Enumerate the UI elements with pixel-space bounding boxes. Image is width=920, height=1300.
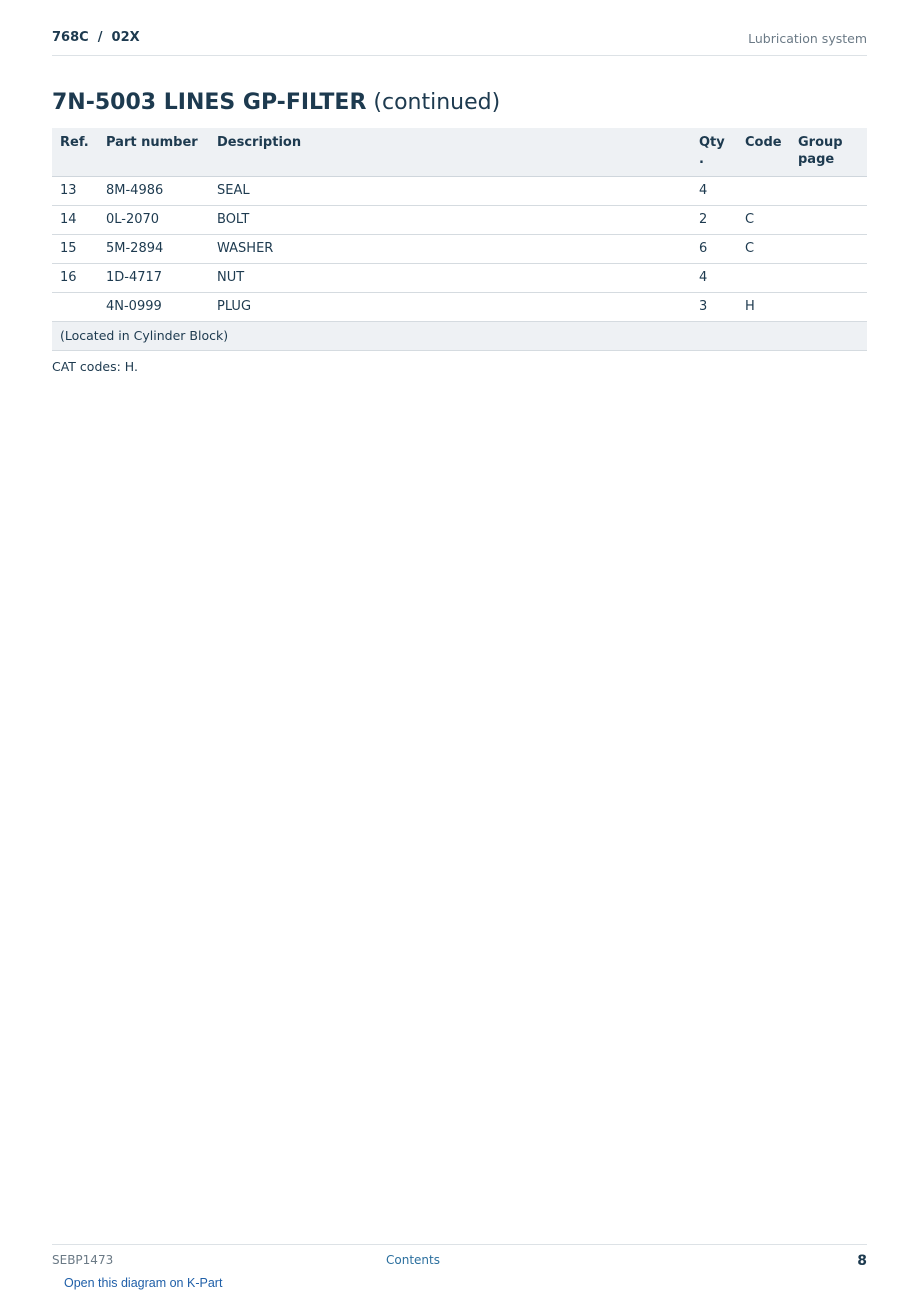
page-number: 8 (857, 1253, 867, 1269)
cell-part-number: 1D-4717 (98, 264, 209, 293)
model-label: 768C / 02X (52, 30, 140, 45)
contents-link[interactable]: Contents (386, 1253, 440, 1267)
table-note-row (52, 322, 867, 351)
page-footer (52, 1244, 867, 1275)
cell-group-page (790, 206, 867, 235)
cell-part-number: 0L-2070 (98, 206, 209, 235)
cell-description: PLUG (209, 293, 691, 322)
cell-description: WASHER (209, 235, 691, 264)
cat-codes-note: CAT codes: H. (52, 359, 138, 374)
document-id: SEBP1473 (52, 1253, 114, 1267)
page-header (52, 28, 867, 56)
cell-group-page (790, 235, 867, 264)
table-row (52, 293, 867, 322)
cell-description: NUT (209, 264, 691, 293)
cell-group-page (790, 177, 867, 206)
open-kpart-link[interactable]: Open this diagram on K-Part (64, 1276, 223, 1290)
cell-part-number: 8M-4986 (98, 177, 209, 206)
column-header-qty: Qty . (691, 128, 737, 177)
column-header-ref: Ref. (52, 128, 98, 177)
cell-qty: 4 (691, 264, 737, 293)
cell-description: BOLT (209, 206, 691, 235)
table-note: (Located in Cylinder Block) (52, 322, 867, 351)
cell-code (737, 264, 790, 293)
cell-qty: 6 (691, 235, 737, 264)
cell-qty: 2 (691, 206, 737, 235)
table-row (52, 235, 867, 264)
cell-ref: 16 (52, 264, 98, 293)
cell-code (737, 177, 790, 206)
column-header-code: Code (737, 128, 790, 177)
cell-code: C (737, 235, 790, 264)
cell-part-number: 4N-0999 (98, 293, 209, 322)
cell-code: H (737, 293, 790, 322)
page-title (52, 90, 500, 115)
cell-ref: 15 (52, 235, 98, 264)
table-header-row (52, 128, 867, 177)
parts-table (52, 128, 867, 351)
cell-ref: 14 (52, 206, 98, 235)
title-main: 7N-5003 LINES GP-FILTER (52, 90, 367, 115)
cell-code: C (737, 206, 790, 235)
cell-ref (52, 293, 98, 322)
column-header-group-page: Group page (790, 128, 867, 177)
cell-group-page (790, 293, 867, 322)
cell-group-page (790, 264, 867, 293)
cell-part-number: 5M-2894 (98, 235, 209, 264)
table-row (52, 177, 867, 206)
title-sub: (continued) (373, 90, 501, 115)
cell-qty: 3 (691, 293, 737, 322)
column-header-description: Description (209, 128, 691, 177)
cell-description: SEAL (209, 177, 691, 206)
table-row (52, 206, 867, 235)
table-row (52, 264, 867, 293)
section-label: Lubrication system (748, 31, 867, 46)
cell-ref: 13 (52, 177, 98, 206)
cell-qty: 4 (691, 177, 737, 206)
column-header-part-number: Part number (98, 128, 209, 177)
